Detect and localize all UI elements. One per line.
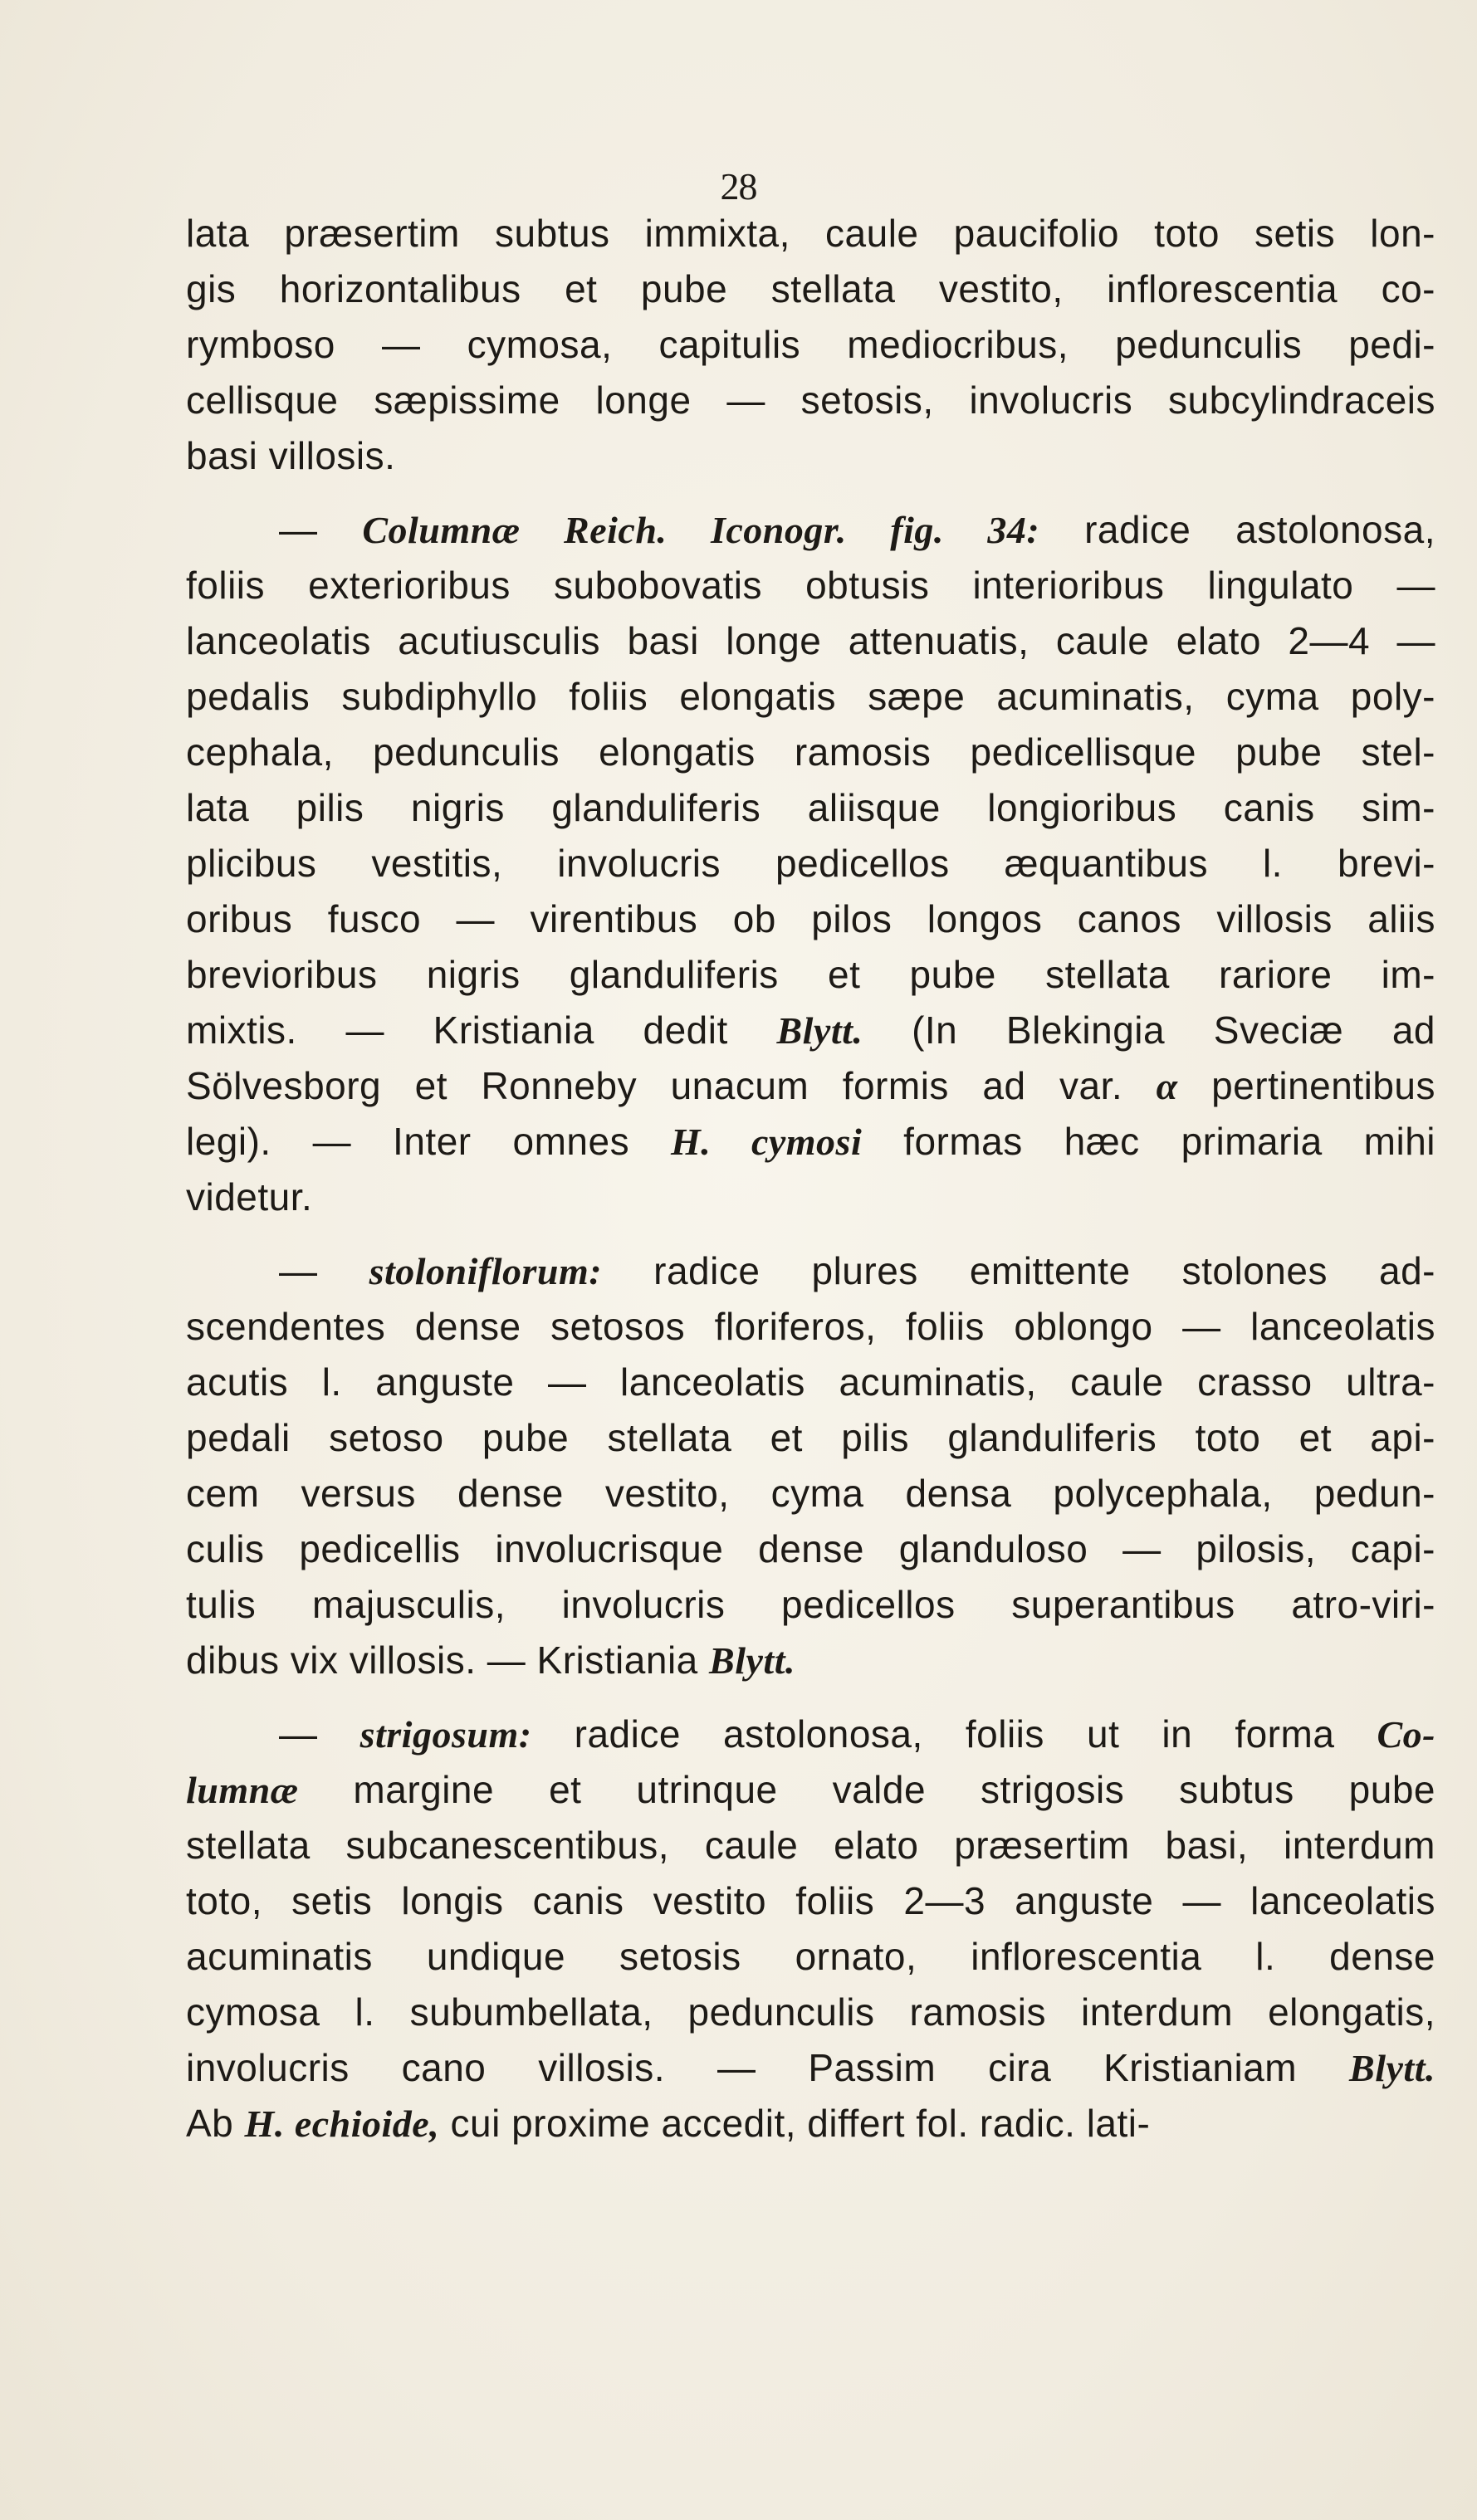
italic-segment: Co- <box>1377 1713 1435 1756</box>
italic-segment: lumnæ <box>186 1769 299 1811</box>
text-line: plicibus vestitis, involucris pedicellos æquantibus l. brevi- <box>186 842 1435 885</box>
text-line <box>186 2096 1435 2151</box>
paragraph-gap <box>186 484 1435 502</box>
text-segment: involucris cano villosis. — Passim cira Kristianiam <box>186 2046 1350 2089</box>
text-segment: mixtis. — Kristiania dedit <box>186 1008 777 1052</box>
text-line: cellisque sæpissime longe — setosis, involucris subcylindraceis <box>186 378 1435 422</box>
text-line: toto, setis longis canis vestito foliis 2—3 anguste — lanceolatis <box>186 1879 1435 1922</box>
text-line: cephala, pedunculis elongatis ramosis pedicellisque pube stel- <box>186 730 1435 774</box>
italic-segment: H. cymosi <box>671 1121 863 1163</box>
text-line: pedalis subdiphyllo foliis elongatis sæpe acuminatis, cyma poly- <box>186 675 1435 718</box>
text-segment: margine et utrinque valde strigosis subtus pube <box>298 1768 1435 1811</box>
text-line: oribus fusco — virentibus ob pilos longos canos villosis aliis <box>186 897 1435 940</box>
text-line <box>186 1003 1435 1058</box>
text-line <box>186 2040 1435 2096</box>
text-line <box>186 1058 1435 1114</box>
body-text <box>186 206 1435 2151</box>
italic-segment: α <box>1156 1065 1178 1107</box>
text-line <box>186 1243 1435 1299</box>
text-segment: (In Blekingia Sveciæ ad <box>863 1008 1435 1052</box>
paragraph <box>186 206 1435 484</box>
text-line: rymboso — cymosa, capitulis mediocribus, pedunculis pedi- <box>186 323 1435 366</box>
paragraph <box>186 1707 1435 2151</box>
text-line: gis horizontalibus et pube stellata vestito, inflorescentia co- <box>186 267 1435 310</box>
text-segment: radice astolonosa, <box>1039 508 1435 551</box>
text-line: pedali setoso pube stellata et pilis glanduliferis toto et api- <box>186 1416 1435 1459</box>
text-line <box>186 1707 1435 1762</box>
italic-segment: strigosum: <box>359 1713 532 1756</box>
paragraph <box>186 502 1435 1225</box>
text-line <box>186 1633 1435 1688</box>
text-segment: formas hæc primaria mihi <box>862 1120 1435 1163</box>
text-line: lata præsertim subtus immixta, caule paucifolio toto setis lon- <box>186 212 1435 255</box>
text-segment: pertinentibus <box>1177 1064 1435 1107</box>
page-number: 28 <box>720 165 757 208</box>
text-line: lanceolatis acutiusculis basi longe attenuatis, caule elato 2—4 — <box>186 619 1435 662</box>
text-line: foliis exterioribus subobovatis obtusis interioribus lingulato — <box>186 564 1435 607</box>
italic-segment: stoloniflorum: <box>369 1250 603 1292</box>
text-line: videtur. <box>186 1175 313 1218</box>
text-line: tulis majusculis, involucris pedicellos superantibus atro-viri- <box>186 1583 1435 1626</box>
text-segment: — <box>279 1249 369 1292</box>
text-line: cymosa l. subumbellata, pedunculis ramosis interdum elongatis, <box>186 1990 1435 2034</box>
text-line: culis pedicellis involucrisque dense glanduloso — pilosis, capi- <box>186 1527 1435 1570</box>
text-segment: radice astolonosa, foliis ut in forma <box>531 1712 1377 1756</box>
italic-segment: Columnæ Reich. Iconogr. fig. 34: <box>362 509 1040 551</box>
italic-segment: Blytt. <box>1349 2047 1435 2089</box>
text-line: acuminatis undique setosis ornato, inflorescentia l. dense <box>186 1935 1435 1978</box>
text-segment: — <box>279 508 363 551</box>
text-segment: Ab <box>186 2102 245 2145</box>
paragraph <box>186 1243 1435 1688</box>
text-line <box>186 502 1435 558</box>
text-segment: dibus vix villosis. — Kristiania <box>186 1638 710 1682</box>
text-segment: cui proxime accedit, differt fol. radic. lati- <box>439 2102 1151 2145</box>
text-segment: radice plures emittente stolones ad- <box>602 1249 1435 1292</box>
paragraph-gap <box>186 1688 1435 1707</box>
text-line <box>186 1114 1435 1170</box>
text-line <box>186 1762 1435 1818</box>
text-line: acutis l. anguste — lanceolatis acuminatis, caule crasso ultra- <box>186 1360 1435 1404</box>
text-segment: — <box>279 1712 360 1756</box>
text-segment: Sölvesborg et Ronneby unacum formis ad var. <box>186 1064 1157 1107</box>
italic-segment: H. echioide, <box>244 2102 440 2145</box>
italic-segment: Blytt. <box>709 1639 795 1682</box>
text-line: basi villosis. <box>186 434 396 477</box>
paragraph-gap <box>186 1225 1435 1243</box>
text-segment: legi). — Inter omnes <box>186 1120 672 1163</box>
text-line: scendentes dense setosos floriferos, foliis oblongo — lanceolatis <box>186 1305 1435 1348</box>
italic-segment: Blytt. <box>776 1009 863 1052</box>
text-line: stellata subcanescentibus, caule elato præsertim basi, interdum <box>186 1824 1435 1867</box>
text-line: cem versus dense vestito, cyma densa polycephala, pedun- <box>186 1472 1435 1515</box>
text-line: brevioribus nigris glanduliferis et pube stellata rariore im- <box>186 953 1435 996</box>
text-line: lata pilis nigris glanduliferis aliisque longioribus canis sim- <box>186 786 1435 829</box>
